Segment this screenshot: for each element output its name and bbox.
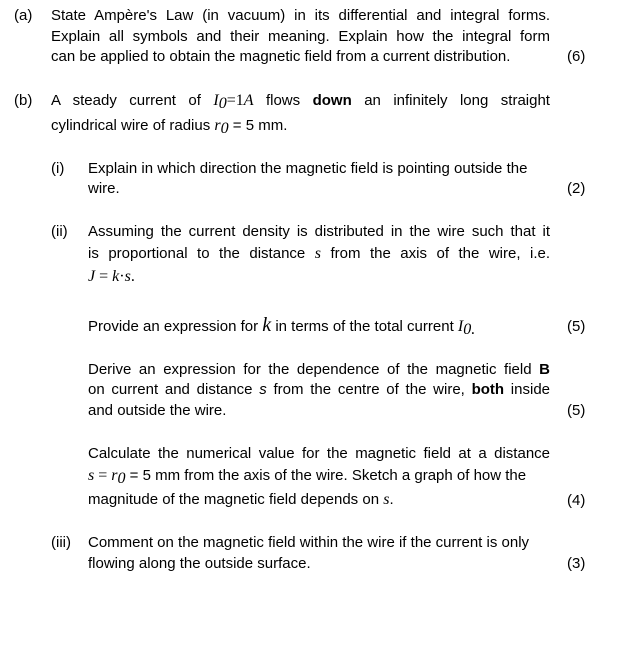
part-b-label: (b)	[14, 92, 33, 109]
part-b-ii-question-2-line-2: on current and distance s from the centre of the wire, both inside	[88, 381, 551, 398]
part-b-i-line-2: wire.	[88, 180, 120, 197]
part-b-ii-question-1-marks: (5)	[567, 318, 586, 335]
part-b-iii-label: (iii)	[51, 534, 71, 551]
part-b-ii-question-3-line-2: $s = r_0 = 5$ mm from the axis of the wire. Sketch a graph of how the	[88, 467, 527, 487]
part-b-line-2: cylindrical wire of radius $r_0 = 5$ mm.	[51, 117, 288, 137]
part-a-line-3: can be applied to obtain the magnetic field from a current distribution.	[51, 48, 511, 65]
part-b-i-label: (i)	[51, 160, 65, 177]
part-b-ii-question-2-line-1: Derive an expression for the dependence of the magnetic field B	[88, 361, 550, 378]
part-b-iii-marks: (3)	[567, 555, 586, 572]
part-b-i-marks: (2)	[567, 180, 586, 197]
part-b-iii-line-2: flowing along the outside surface.	[88, 555, 311, 572]
part-b-ii-question-3-marks: (4)	[567, 492, 586, 509]
part-b-ii-question-1: Provide an expression for k in terms of the total current $I_{0.}$	[88, 314, 476, 338]
part-b-i-line-1: Explain in which direction the magnetic field is pointing outside the	[88, 160, 528, 177]
part-b-line-1: A steady current of $I_0=1A$ flows down an infinitely long straight	[51, 92, 550, 112]
part-b-ii-label: (ii)	[51, 223, 68, 240]
part-b-ii-question-2-marks: (5)	[567, 402, 586, 419]
part-b-ii-question-2-line-3: and outside the wire.	[88, 402, 227, 419]
part-b-ii-line-2: is proportional to the distance s from the axis of the wire, i.e.	[88, 245, 550, 262]
part-a-line-2: Explain all symbols and their meaning. Explain how the integral form	[51, 28, 550, 45]
part-a-label: (a)	[14, 7, 33, 24]
current-density-formula: J = k·s.	[88, 268, 135, 285]
part-a-line-1: State Ampère's Law (in vacuum) in its differential and integral forms.	[51, 7, 550, 24]
part-b-ii-line-1: Assuming the current density is distributed in the wire such that it	[88, 223, 550, 240]
part-b-iii-line-1: Comment on the magnetic field within the wire if the current is only	[88, 534, 530, 551]
part-b-ii-question-3-line-3: magnitude of the magnetic field depends on s.	[88, 491, 394, 508]
part-a-marks: (6)	[567, 48, 586, 65]
part-b-ii-question-3-line-1: Calculate the numerical value for the magnetic field at a distance	[88, 445, 550, 462]
